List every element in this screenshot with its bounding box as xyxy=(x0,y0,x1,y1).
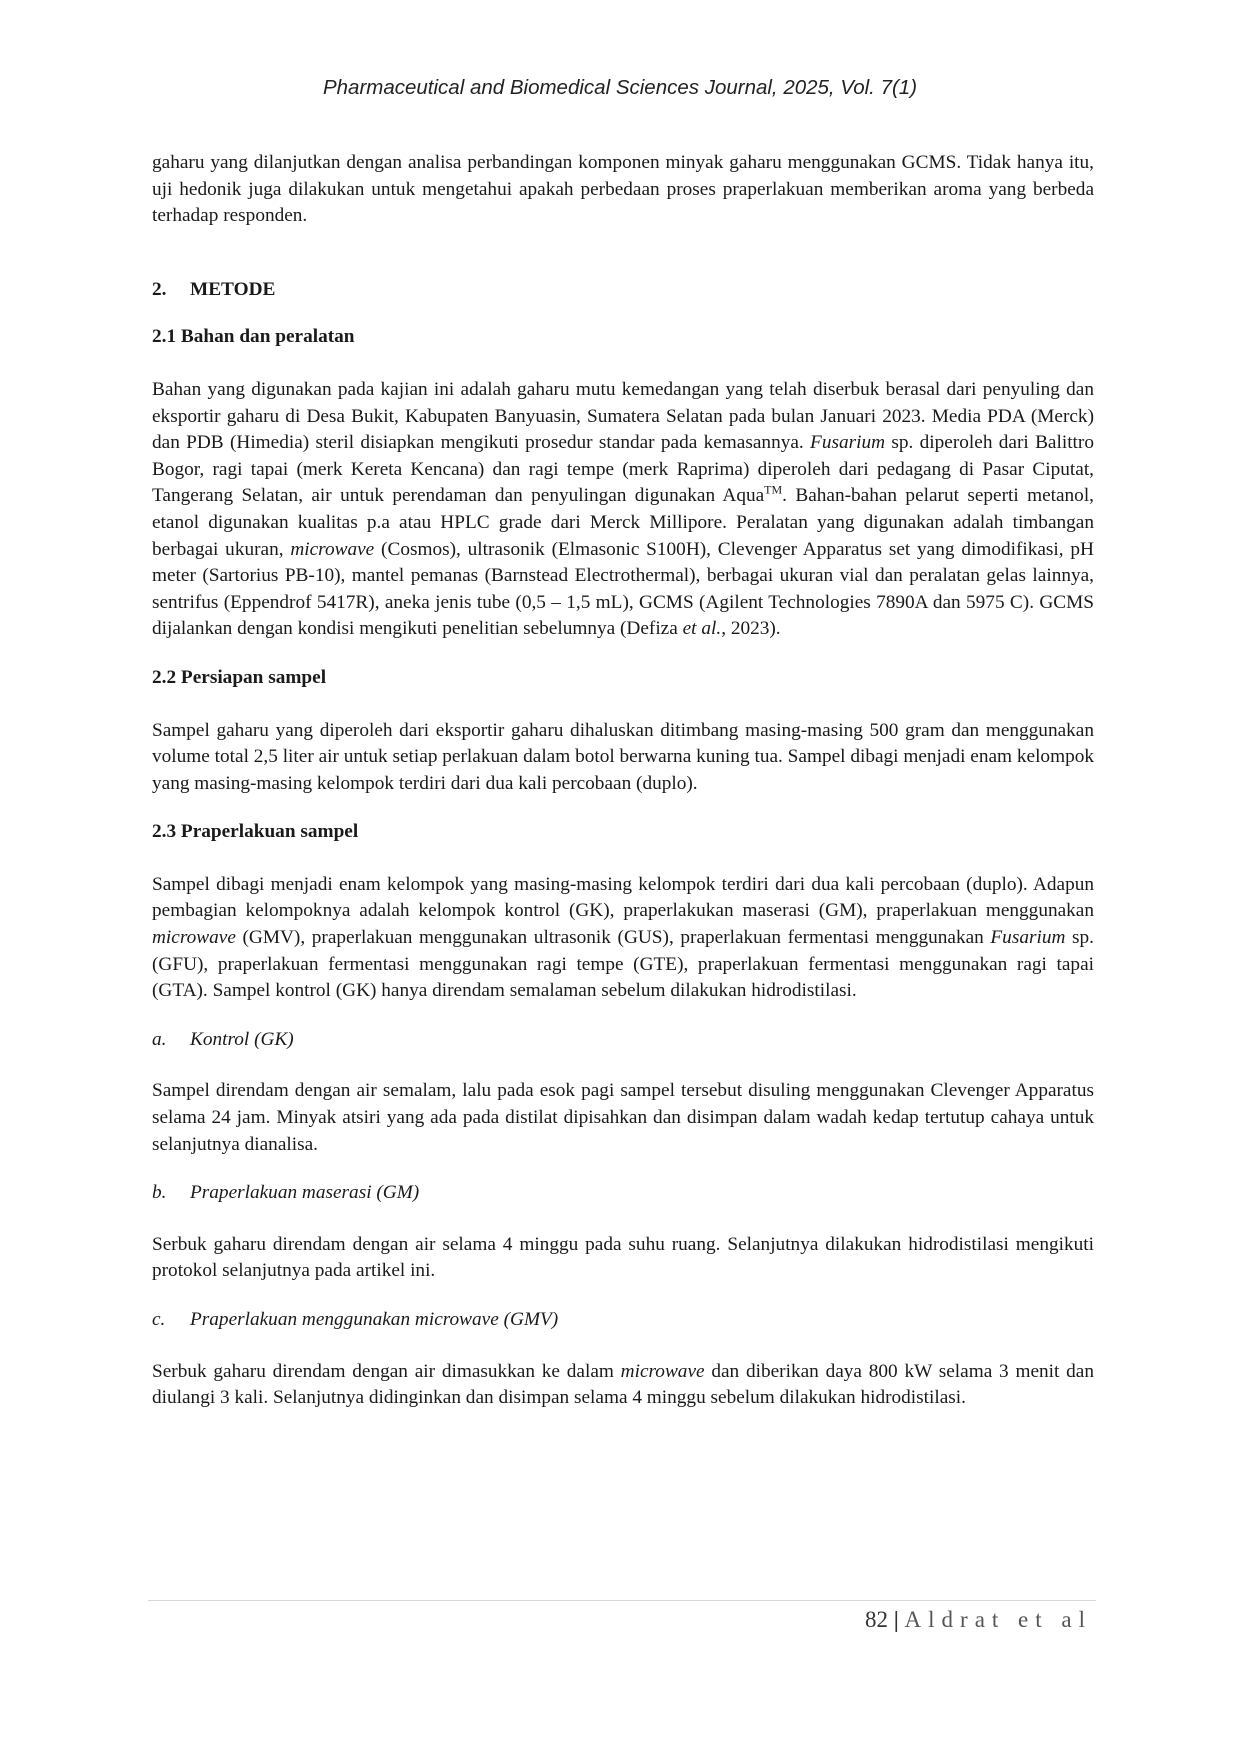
subsection-heading-bahan: 2.1 Bahan dan peralatan xyxy=(152,326,355,348)
intro-paragraph: gaharu yang dilanjutkan dengan analisa perbandingan komponen minyak gaharu menggunakan GCMS. Tidak hanya itu, uji hedonik juga dilakukan untuk mengetahui apakah perbedaan proses praperlakuan memberikan aroma yang berbeda terhadap responden. xyxy=(152,152,1094,227)
italic-term: microwave xyxy=(620,1360,705,1382)
italic-term: microwave xyxy=(290,538,375,560)
text-span: , 2023). xyxy=(721,618,781,640)
trademark-sup: TM xyxy=(764,482,783,497)
subsection-title: Praperlakuan maserasi (GM) xyxy=(190,1182,420,1204)
subsection-title: Kontrol (GK) xyxy=(190,1028,294,1050)
text-span: dan diberikan daya 800 kW selama 3 menit dan diulangi 3 kali. Selanjutnya didinginkan dan disimpan selama 4 minggu sebelum dilakukan hidrodistilasi. xyxy=(152,1360,1094,1409)
section-heading-metode xyxy=(152,277,1094,304)
subsection-index: c. xyxy=(152,1309,166,1330)
bahan-paragraph xyxy=(152,377,1094,643)
italic-term: Fusarium xyxy=(990,927,1066,949)
maserasi-paragraph: Serbuk gaharu direndam dengan air selama 4 minggu pada suhu ruang. Selanjutnya dilakukan hidrodistilasi mengikuti protokol selanjutnya pada artikel ini. xyxy=(152,1233,1094,1282)
persiapan-paragraph: Sampel gaharu yang diperoleh dari eksportir gaharu dihaluskan ditimbang masing-masing 500 gram dan menggunakan volume total 2,5 liter air untuk setiap perlakuan dalam botol berwarna kuning tua. Sampel dibagi menjadi enam kelompok yang masing-masing kelompok terdiri dari dua kali percobaan (duplo). xyxy=(152,719,1094,794)
subsection-title-c xyxy=(152,1307,1094,1334)
page-number: 82 xyxy=(864,1607,888,1632)
praperlakuan-paragraph xyxy=(152,872,1094,1005)
footer-author: Aldrat et al xyxy=(904,1607,1092,1632)
text-span: Serbuk gaharu direndam dengan air dimasukkan ke dalam xyxy=(152,1360,621,1382)
subsection-title: Praperlakuan menggunakan microwave (GMV) xyxy=(190,1309,559,1330)
subsection-heading-persiapan: 2.2 Persiapan sampel xyxy=(152,666,327,688)
page-footer xyxy=(865,1607,1092,1633)
subsection-index: b. xyxy=(152,1182,167,1204)
subsection-heading-praperlakuan: 2.3 Praperlakuan sampel xyxy=(152,821,359,843)
microwave-paragraph xyxy=(152,1359,1094,1412)
text-span: . Bahan-bahan pelarut seperti metanol, etanol digunakan kualitas p.a atau HPLC grade dari Merck Millipore. Peralatan yang digunakan adalah timbangan berbagai ukuran, xyxy=(152,485,1094,560)
subsection-index: a. xyxy=(152,1028,167,1050)
text-span: (GMV), praperlakuan menggunakan ultrasonik (GUS), praperlakuan fermentasi menggunakan xyxy=(235,927,991,949)
section-number: 2. xyxy=(152,278,167,300)
text-span: Sampel dibagi menjadi enam kelompok yang masing-masing kelompok terdiri dari dua kali percobaan (duplo). Adapun pembagian kelompoknya adalah kelompok kontrol (GK), praperlakukan maserasi (GM), praperlakuan menggunakan xyxy=(152,873,1094,922)
subsection-title-a xyxy=(152,1027,1094,1054)
italic-term: et al. xyxy=(682,618,722,640)
text-span: sp. (GFU), praperlakuan fermentasi menggunakan ragi tempe (GTE), praperlakuan fermentasi menggunakan ragi tapai (GTA). Sampel kontrol (GK) hanya direndam semalaman sebelum dilakukan hidrodistilasi. xyxy=(152,927,1094,1002)
text-span: (Cosmos), ultrasonik (Elmasonic S100H), Clevenger Apparatus set yang dimodifikasi, pH meter (Sartorius PB-10), mantel pemanas (Barnstead Electrothermal), berbagai ukuran vial dan peralatan gelas lainnya, sentrifus (Eppendrof 5417R), aneka jenis tube (0,5 – 1,5 mL), GCMS (Agilent Technologies 7890A dan 5975 C). GCMS dijalankan dengan kondisi mengikuti penelitian sebelumnya (Defiza xyxy=(152,538,1094,640)
italic-term: microwave xyxy=(152,927,236,949)
footer-divider xyxy=(148,1600,1096,1601)
section-title: METODE xyxy=(190,278,276,300)
page-content xyxy=(152,150,1094,1412)
subsection-title-b xyxy=(152,1180,1094,1207)
italic-term: Fusarium xyxy=(810,432,886,454)
text-span: sp. diperoleh dari Balittro Bogor, ragi tapai (merk Kereta Kencana) dan ragi tempe (merk Raprima) diperoleh dari pedagang di Pasar Ciputat, Tangerang Selatan, air untuk perendaman dan penyulingan digunakan Aqua xyxy=(152,432,1094,507)
text-span: Bahan yang digunakan pada kajian ini adalah gaharu mutu kemedangan yang telah diserbuk berasal dari penyuling dan eksportir gaharu di Desa Bukit, Kabupaten Banyuasin, Sumatera Selatan pada bulan Januari 2023. Media PDA (Merck) dan PDB (Himedia) steril disiapkan mengikuti prosedur standar pada kemasannya. xyxy=(152,378,1094,454)
kontrol-paragraph: Sampel direndam dengan air semalam, lalu pada esok pagi sampel tersebut disuling menggunakan Clevenger Apparatus selama 24 jam. Minyak atsiri yang ada pada distilat dipisahkan dan disimpan dalam wadah kedap tertutup cahaya untuk selanjutnya dianalisa. xyxy=(152,1080,1094,1155)
footer-separator: | xyxy=(893,1607,899,1632)
journal-header: Pharmaceutical and Biomedical Sciences Journal, 2025, Vol. 7(1) xyxy=(322,76,918,99)
